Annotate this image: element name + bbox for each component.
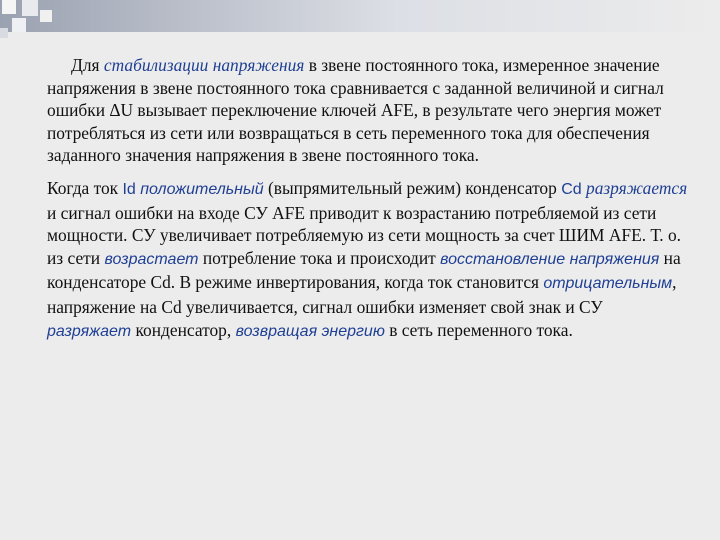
- symbol-cd: Cd: [561, 180, 582, 198]
- text-run: Когда ток: [47, 177, 123, 198]
- text-run: , напряжение на Cd увеличивается, сигнал ошибки изменяет свой знак и СУ: [47, 272, 677, 317]
- term-increases: возрастает: [104, 250, 199, 268]
- text-run: в сеть переменного тока.: [384, 319, 573, 340]
- text-run: потребление тока и происходит: [198, 247, 441, 268]
- slide-content: [47, 54, 691, 343]
- paragraph-voltage-stabilization: [47, 54, 691, 167]
- term-returning-energy: возвращая энергию: [235, 322, 385, 340]
- text-run: Для: [71, 55, 104, 75]
- term-voltage-recovery: восстановление напряжения: [440, 250, 660, 268]
- text-run: на конденсаторе Cd. В режиме инвертирования, когда ток становится: [47, 247, 681, 293]
- term-positive: положительный: [140, 180, 264, 198]
- decorative-square: [2, 0, 16, 14]
- text-run: и сигнал ошибки на входе СУ AFE приводит к возрастанию потребляемой из сети мощности. СУ увеличивает потребляемую из сети мощность за счет ШИМ AFE. Т. о. из сети: [47, 202, 682, 268]
- header-gradient-bar: [0, 0, 720, 32]
- decorative-square: [40, 10, 52, 22]
- decorative-square: [12, 18, 26, 32]
- term-voltage-stabilization: стабилизации напряжения: [103, 55, 305, 75]
- symbol-id: Id: [122, 180, 136, 198]
- text-run: (выпрямительный режим) конденсатор: [263, 177, 562, 198]
- term-negative: отрицательным: [543, 275, 673, 293]
- term-discharge-verb: разряжает: [47, 322, 132, 340]
- term-discharges: разряжается: [586, 177, 688, 198]
- text-run: в звене постоянного тока, измеренное значение напряжения в звене постоянного тока сравнивается с заданной величиной и сигнал ошибки ΔU вызывает переключение ключей AFE, в результате чего энергия может потребляться из сети или возвращаться в сеть переменного тока для обеспечения заданного значения напряжения в звене постоянного тока.: [47, 55, 664, 166]
- text-run: конденсатор,: [131, 319, 236, 340]
- decorative-square: [22, 0, 38, 16]
- decorative-square: [0, 28, 8, 38]
- paragraph-current-modes: [47, 177, 691, 343]
- decorative-squares: [0, 0, 60, 40]
